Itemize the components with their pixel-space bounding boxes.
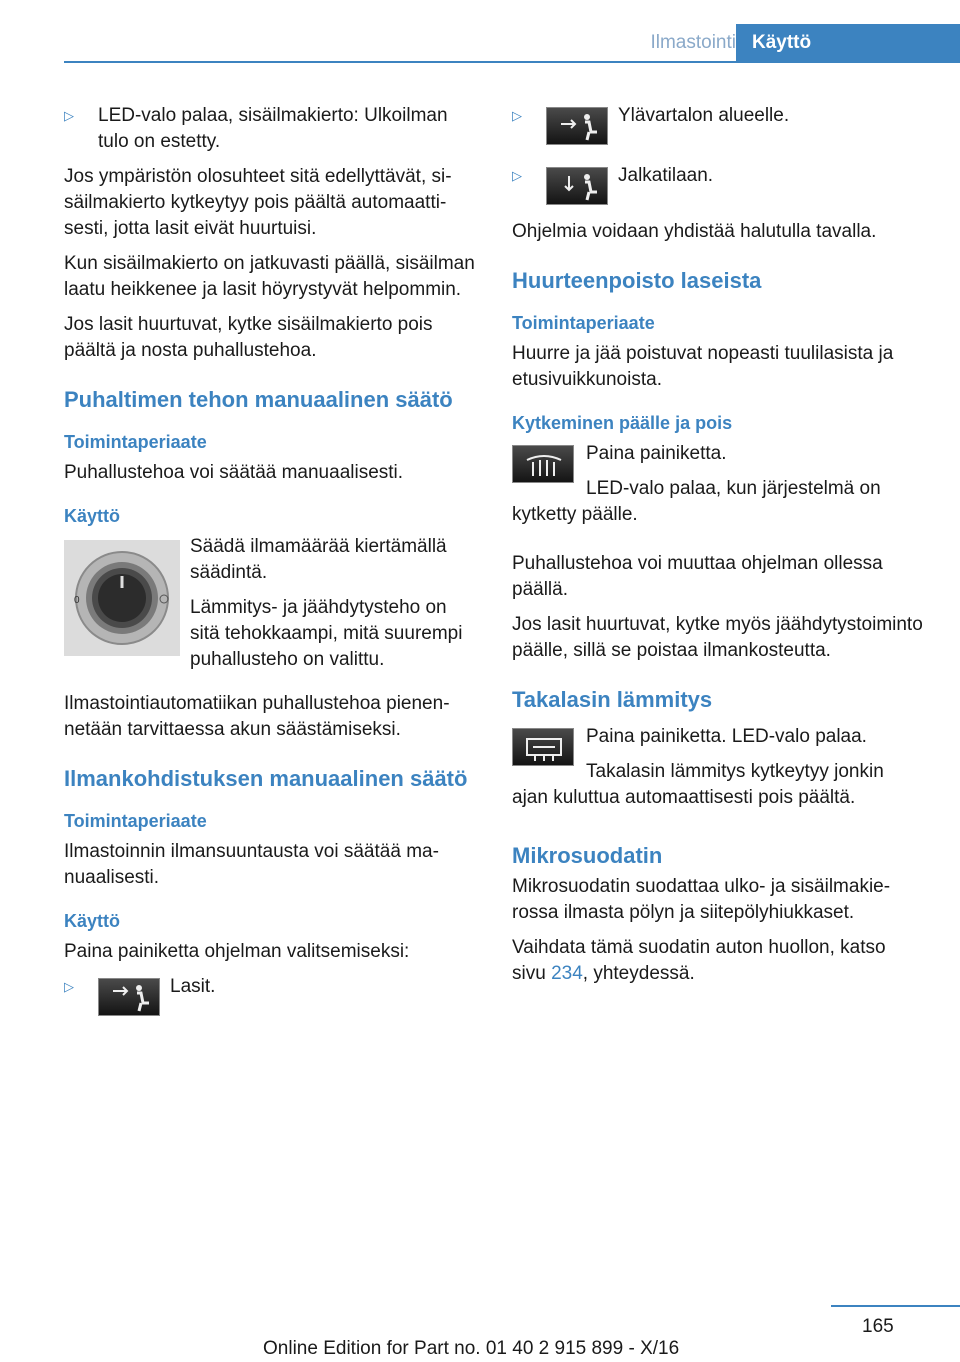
header-tab-label: Käyttö [752,32,812,53]
micro-change-text-end: , yhteydessä. [582,963,695,984]
section-heading: Huurteenpoisto laseista [512,268,762,293]
paragraph: Puhallustehoa voi säätää manuaalisesti. [64,462,404,483]
paragraph: Ilmastointiautomatiikan puhallustehoa pienennetään tarvittaessa akun säästämiseksi. [64,693,450,740]
paragraph: Huurre ja jää poistuvat nopeasti tuulilasista ja etusivuikkunoista. [512,343,894,390]
header-tab [736,24,960,62]
windshield-airflow-icon [98,978,160,1016]
subsection-heading: Toimintaperiaate [64,811,207,831]
triangle-bullet-icon: ▷ [64,108,74,123]
bullet-text: Ylävartalon alueelle. [618,105,790,126]
knob-zero-label: 0 [74,595,80,606]
list-item [64,974,476,1016]
fan-control-knob-icon [64,540,180,656]
subsection-heading: Kytkeminen päälle ja pois [512,413,733,433]
header-rule [64,61,960,63]
paragraph: Jos lasit huurtuvat, kytke myös jäähdytystoiminto päälle, sillä se poistaa ilmankosteutta. [512,614,923,661]
upper-body-airflow-icon [546,107,608,145]
paragraph: Säädä ilmamäärää kiertämällä säädintä. [190,536,447,583]
paragraph: Paina painiketta. [586,443,727,464]
micro-change-text: Vaihdata tämä suodatin auton huollon, katso sivu [512,937,886,984]
rear-defrost-block [512,724,924,820]
paragraph: Paina painiketta. LED-valo palaa. [586,726,867,747]
paragraph: Ohjelmia voidaan yhdistää halutulla tavalla. [512,221,877,242]
paragraph: Ilmastoinnin ilmansuuntausta voi säätää manuaalisesti. [64,841,439,888]
fan-use-text [190,534,476,682]
list-item [512,163,924,205]
edition-note: Online Edition for Part no. 01 40 2 915 899 - X/16 [263,1338,680,1359]
triangle-bullet-icon: ▷ [64,979,74,994]
paragraph: Jos lasit huurtuvat, kytke sisäilmakierto pois päältä ja nosta puhallustehoa. [64,314,433,361]
subsection-heading: Käyttö [64,506,121,526]
front-defrost-icon [512,445,574,483]
rear-window-defrost-icon [512,728,574,766]
page-number: 165 [862,1316,894,1337]
bullet-text: LED-valo palaa, sisäilmakierto: Ulkoilman tulo on estetty. [98,105,448,152]
triangle-bullet-icon: ▷ [512,168,522,183]
footer-rule [831,1305,960,1307]
section-heading: Takalasin lämmitys [512,687,713,712]
paragraph: LED-valo palaa, kun järjestelmä on kytketty päälle. [512,478,881,525]
paragraph: Jos ympäristön olosuhteet sitä edellyttävät, sisäilmakierto kytkeytyy pois päältä automaattisesti, jotta lasit eivät huurtuisi. [64,166,452,239]
list-item [512,103,924,145]
paragraph: Mikrosuodatin suodattaa ulko- ja sisäilmakierossa ilmasta pölyn ja siitepölyhiukkaset. [512,876,891,923]
page-link[interactable]: 234 [551,963,583,984]
section-heading: Puhaltimen tehon manuaalinen säätö [64,387,453,412]
subsection-heading: Toimintaperiaate [64,432,207,452]
paragraph: Puhallustehoa voi muuttaa ohjelman ollessa päällä. [512,553,883,600]
paragraph: Lämmitys- ja jäähdytysteho on sitä tehokkaampi, mitä suurempi puhallusteho on valittu. [190,597,463,670]
triangle-bullet-icon: ▷ [512,108,522,123]
paragraph: Kun sisäilmakierto on jatkuvasti päällä, sisäilman laatu heikkenee ja lasit höyrystyvät helpommin. [64,253,475,300]
bullet-text: Jalkatilaan. [618,165,714,186]
paragraph [512,935,924,987]
bullet-text: Lasit. [170,976,216,997]
paragraph: Takalasin lämmitys kytkeytyy jonkin ajan kuluttua automaattisesti pois päältä. [512,761,884,808]
section-heading: Mikrosuodatin [512,843,663,868]
list-item [64,103,476,155]
section-heading: Ilmankohdistuksen manuaalinen säätö [64,766,468,791]
footwell-airflow-icon [546,167,608,205]
subsection-heading: Toimintaperiaate [512,313,655,333]
paragraph: Paina painiketta ohjelman valitsemiseksi: [64,941,410,962]
right-column [512,103,924,996]
left-column [64,103,476,1025]
defrost-block [512,441,924,537]
subsection-heading: Käyttö [64,911,121,931]
header-section-title: Ilmastointi [650,32,736,53]
fan-knob-figure [64,534,476,682]
